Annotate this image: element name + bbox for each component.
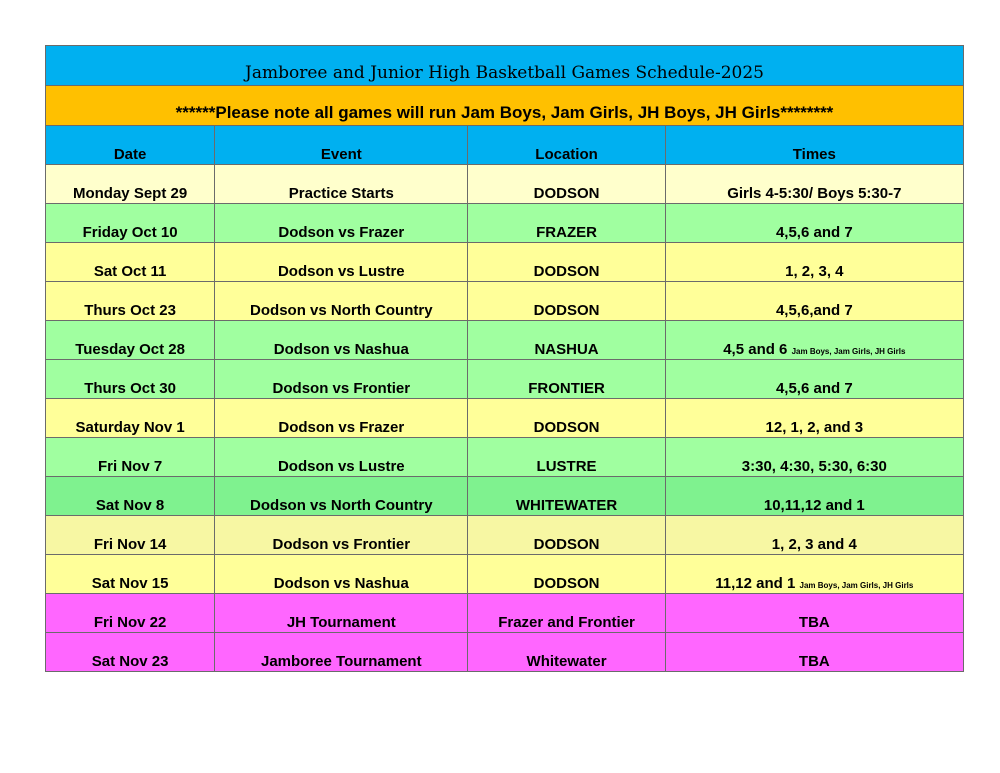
cell-event: Dodson vs Lustre bbox=[215, 438, 468, 477]
cell-location: DODSON bbox=[468, 516, 665, 555]
cell-event: Dodson vs North Country bbox=[215, 282, 468, 321]
cell-date: Sat Nov 23 bbox=[46, 633, 215, 672]
table-row bbox=[46, 516, 964, 555]
times-value: 11,12 and 1 bbox=[715, 575, 796, 592]
times-value: 4,5,6,and 7 bbox=[775, 302, 853, 319]
cell-location: Whitewater bbox=[468, 633, 665, 672]
cell-date: Fri Nov 7 bbox=[46, 438, 215, 477]
times-value: 3:30, 4:30, 5:30, 6:30 bbox=[741, 458, 887, 475]
cell-event: Practice Starts bbox=[215, 165, 468, 204]
cell-times bbox=[665, 282, 963, 321]
cell-location: NASHUA bbox=[468, 321, 665, 360]
header-event: Event bbox=[215, 126, 468, 165]
cell-times bbox=[665, 399, 963, 438]
cell-times bbox=[665, 555, 963, 594]
times-value: Girls 4-5:30/ Boys 5:30-7 bbox=[727, 185, 902, 202]
cell-times bbox=[665, 477, 963, 516]
table-row bbox=[46, 594, 964, 633]
cell-date: Saturday Nov 1 bbox=[46, 399, 215, 438]
table-row bbox=[46, 399, 964, 438]
table-row bbox=[46, 477, 964, 516]
note-row bbox=[46, 86, 964, 126]
cell-event: Jamboree Tournament bbox=[215, 633, 468, 672]
cell-location: WHITEWATER bbox=[468, 477, 665, 516]
times-value: 4,5,6 and 7 bbox=[775, 380, 853, 397]
cell-date: Monday Sept 29 bbox=[46, 165, 215, 204]
times-value: TBA bbox=[798, 653, 830, 670]
times-note: Jam Boys, Jam Girls, JH Girls bbox=[791, 347, 906, 356]
cell-location: FRONTIER bbox=[468, 360, 665, 399]
cell-location: DODSON bbox=[468, 243, 665, 282]
schedule-table bbox=[45, 45, 964, 672]
cell-event: Dodson vs Frontier bbox=[215, 360, 468, 399]
table-row bbox=[46, 633, 964, 672]
cell-event: Dodson vs North Country bbox=[215, 477, 468, 516]
table-row bbox=[46, 282, 964, 321]
cell-date: Fri Nov 14 bbox=[46, 516, 215, 555]
cell-times bbox=[665, 321, 963, 360]
cell-location: DODSON bbox=[468, 399, 665, 438]
times-value: 1, 2, 3 and 4 bbox=[771, 536, 857, 553]
cell-date: Sat Nov 8 bbox=[46, 477, 215, 516]
cell-event: Dodson vs Nashua bbox=[215, 321, 468, 360]
times-value: 4,5,6 and 7 bbox=[775, 224, 853, 241]
header-location: Location bbox=[468, 126, 665, 165]
cell-event: Dodson vs Frontier bbox=[215, 516, 468, 555]
cell-date: Sat Nov 15 bbox=[46, 555, 215, 594]
times-value: 10,11,12 and 1 bbox=[763, 497, 865, 514]
table-row bbox=[46, 243, 964, 282]
times-value: TBA bbox=[798, 614, 830, 631]
header-date: Date bbox=[46, 126, 215, 165]
times-value: 1, 2, 3, 4 bbox=[785, 263, 844, 280]
table-row bbox=[46, 555, 964, 594]
cell-location: FRAZER bbox=[468, 204, 665, 243]
cell-event: JH Tournament bbox=[215, 594, 468, 633]
cell-date: Tuesday Oct 28 bbox=[46, 321, 215, 360]
table-row bbox=[46, 165, 964, 204]
cell-times bbox=[665, 633, 963, 672]
cell-location: DODSON bbox=[468, 282, 665, 321]
cell-date: Fri Nov 22 bbox=[46, 594, 215, 633]
cell-event: Dodson vs Nashua bbox=[215, 555, 468, 594]
table-row bbox=[46, 204, 964, 243]
cell-location: DODSON bbox=[468, 555, 665, 594]
schedule-title: Jamboree and Junior High Basketball Games Schedule-2025 bbox=[46, 46, 964, 86]
title-row bbox=[46, 46, 964, 86]
times-value: 12, 1, 2, and 3 bbox=[765, 419, 864, 436]
cell-location: Frazer and Frontier bbox=[468, 594, 665, 633]
times-value: 4,5 and 6 bbox=[723, 341, 788, 358]
header-times: Times bbox=[665, 126, 963, 165]
cell-times bbox=[665, 516, 963, 555]
schedule-note: ******Please note all games will run Jam Boys, Jam Girls, JH Boys, JH Girls******** bbox=[46, 86, 964, 126]
cell-times bbox=[665, 360, 963, 399]
cell-event: Dodson vs Frazer bbox=[215, 204, 468, 243]
table-row bbox=[46, 321, 964, 360]
cell-times bbox=[665, 204, 963, 243]
table-row bbox=[46, 438, 964, 477]
cell-date: Sat Oct 11 bbox=[46, 243, 215, 282]
cell-times bbox=[665, 438, 963, 477]
cell-event: Dodson vs Frazer bbox=[215, 399, 468, 438]
cell-times bbox=[665, 594, 963, 633]
times-note: Jam Boys, Jam Girls, JH Girls bbox=[799, 581, 914, 590]
cell-date: Thurs Oct 30 bbox=[46, 360, 215, 399]
cell-date: Thurs Oct 23 bbox=[46, 282, 215, 321]
header-row bbox=[46, 126, 964, 165]
cell-location: LUSTRE bbox=[468, 438, 665, 477]
cell-event: Dodson vs Lustre bbox=[215, 243, 468, 282]
cell-location: DODSON bbox=[468, 165, 665, 204]
cell-times bbox=[665, 243, 963, 282]
cell-times bbox=[665, 165, 963, 204]
cell-date: Friday Oct 10 bbox=[46, 204, 215, 243]
table-row bbox=[46, 360, 964, 399]
